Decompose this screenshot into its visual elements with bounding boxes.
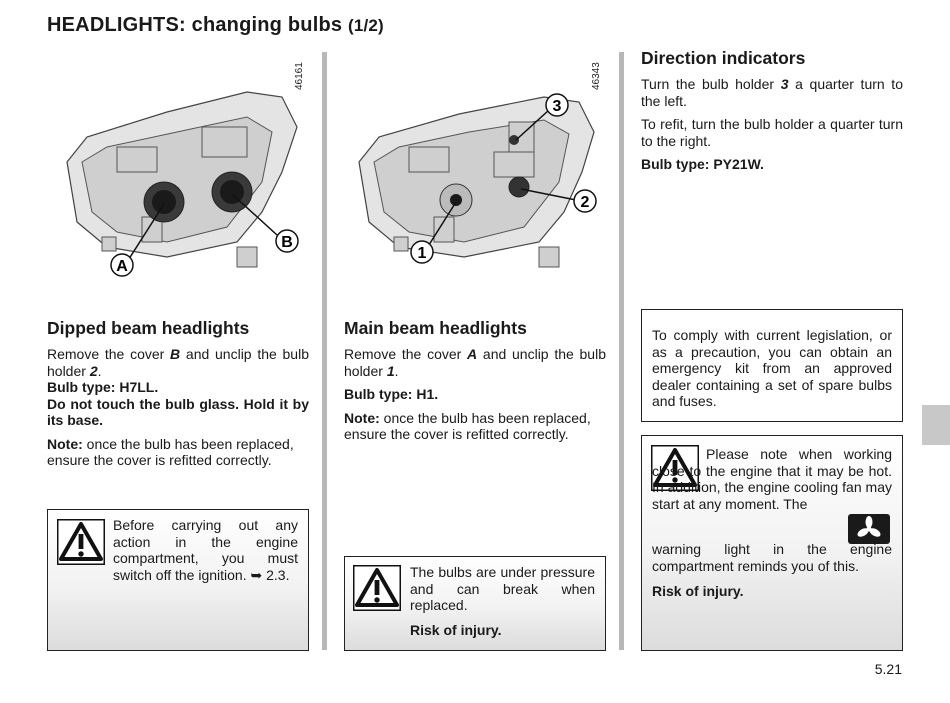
ref-a: A	[467, 346, 478, 362]
section-direction-indicators	[641, 48, 903, 173]
warning-text-part2: warning light in the engine compartment reminds you of this.	[652, 541, 892, 574]
figure-ref: 46161	[294, 62, 305, 90]
ref-2: 2	[89, 362, 98, 379]
dipped-note	[47, 436, 309, 469]
warning-triangle-icon	[57, 519, 105, 565]
section-heading: Direction indicators	[641, 48, 806, 68]
title-part: (1/2)	[347, 16, 384, 35]
warning-triangle-icon	[353, 565, 401, 611]
text: Before carrying out any action in the engine compartment, you must switch off the ignition.	[113, 517, 298, 583]
text: and unclip the bulb holder	[344, 346, 606, 379]
figure-ref: 46343	[591, 62, 602, 90]
text: Remove the cover	[344, 346, 468, 362]
dipped-instructions	[47, 346, 309, 379]
section-dipped-beam	[47, 318, 309, 469]
callout-a-label: A	[116, 258, 128, 275]
text: .	[394, 362, 399, 379]
warning-risk: Risk of injury.	[652, 583, 744, 599]
info-box-emergency-kit	[641, 309, 903, 422]
warning-text	[113, 517, 298, 583]
text: .	[97, 362, 102, 379]
page-title	[47, 14, 384, 37]
text: Remove the cover	[47, 346, 171, 362]
text: Turn the bulb holder	[641, 76, 781, 92]
text: and unclip the bulb holder	[47, 346, 309, 379]
warning-text: The bulbs are under pressure and can break when replaced.	[410, 564, 595, 613]
callout-3-label: 3	[552, 98, 562, 115]
main-note	[344, 410, 606, 443]
figure-dipped-beam	[47, 52, 309, 284]
title-text: HEADLIGHTS: changing bulbs	[47, 14, 343, 36]
section-heading: Dipped beam headlights	[47, 318, 250, 338]
ref: ➥ 2.3.	[250, 566, 290, 583]
headlight-drawing	[47, 52, 309, 284]
ref-3: 3	[780, 76, 789, 92]
section-heading: Main beam headlights	[344, 318, 527, 338]
direction-instructions	[641, 76, 903, 109]
page-number: 5.21	[874, 661, 902, 677]
callout-2-label: 2	[580, 194, 590, 211]
warning-box-engine-hot	[641, 435, 903, 651]
direction-bulb-type	[641, 156, 903, 173]
figure-main-beam	[344, 52, 606, 284]
note-label: Note:	[47, 435, 83, 452]
note-label: Note:	[344, 409, 380, 426]
dipped-bulb-type: Bulb type: H7LL.	[47, 379, 159, 395]
info-text: To comply with current legislation, or as a precaution, you can obtain an emergency kit from an approved dealer containing a set of spare bulbs and fuses.	[652, 327, 892, 409]
headlight-drawing	[344, 52, 606, 284]
section-main-beam	[344, 318, 606, 443]
ref-1: 1	[386, 362, 395, 379]
section-tab	[922, 405, 950, 445]
main-instructions	[344, 346, 606, 379]
warning-text-part1: Please note when working close to the engine that it may be hot. In addition, the engine cooling fan may start at any moment. The	[652, 446, 892, 512]
ref-b: B	[170, 346, 181, 362]
dipped-caution: Do not touch the bulb glass. Hold it by its base.	[47, 395, 309, 428]
text: a quarter turn to the left.	[641, 76, 903, 109]
bulb-value: : PY21W.	[704, 156, 764, 172]
main-bulb-type: Bulb type: H1.	[344, 386, 439, 402]
column-divider-2	[619, 52, 624, 650]
warning-risk: Risk of injury.	[410, 622, 502, 638]
note-text: once the bulb has been replaced, ensure the cover is refitted correctly.	[47, 435, 294, 468]
callout-b-label: B	[281, 234, 293, 251]
column-divider-1	[322, 52, 327, 650]
cooling-fan-icon	[848, 514, 890, 544]
bulb-label: Bulb type	[641, 156, 705, 172]
warning-box-ignition	[47, 509, 309, 651]
callout-1-label: 1	[417, 245, 427, 262]
note-text: once the bulb has been replaced, ensure the cover is refitted correctly.	[344, 409, 591, 442]
warning-box-pressure	[344, 556, 606, 651]
direction-refit: To refit, turn the bulb holder a quarter turn to the right.	[641, 116, 903, 149]
